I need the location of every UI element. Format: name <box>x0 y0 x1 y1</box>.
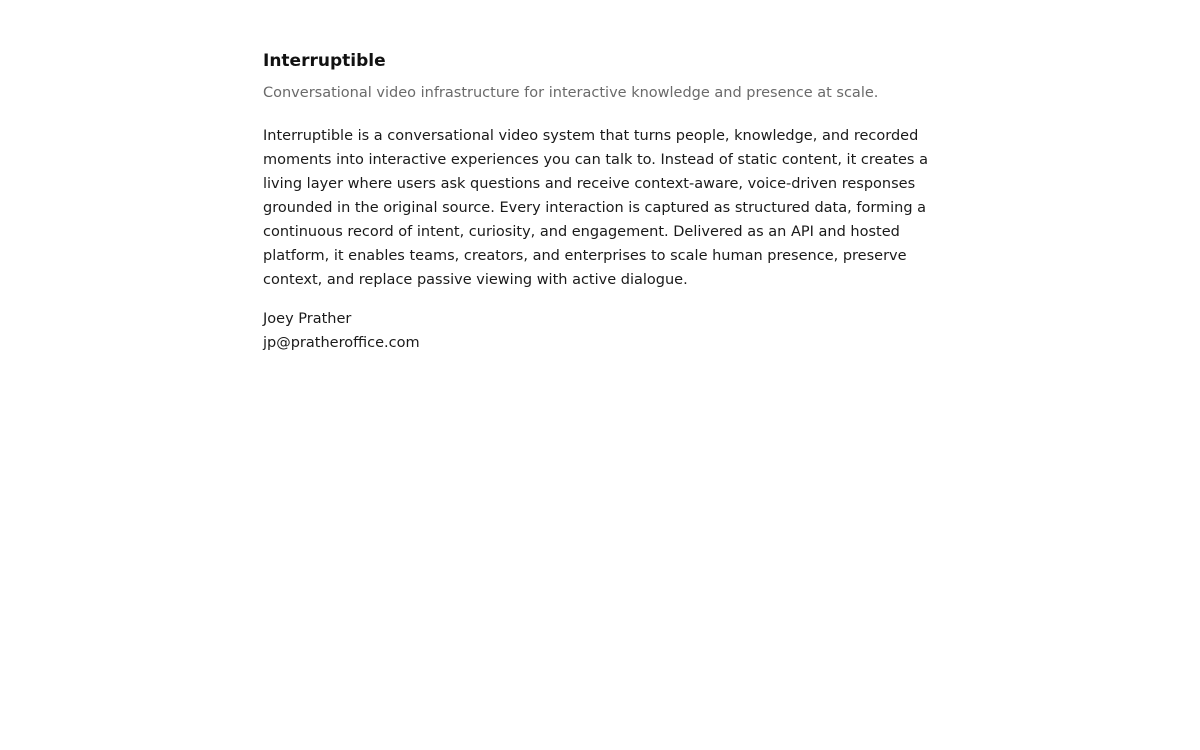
contact-name: Joey Prather <box>263 311 352 327</box>
contact-block <box>263 307 928 355</box>
contact-email: jp@pratheroffice.com <box>263 335 420 351</box>
product-description: Interruptible is a conversational video system that turns people, knowledge, and recorded moments into interactive experiences you can talk to. Instead of static content, it creates a living layer where users ask questions and receive context-aware, voice-driven responses grounded in the original source. Every interaction is captured as structured data, forming a continuous record of intent, curiosity, and engagement. Delivered as an API and hosted platform, it enables teams, creators, and enterprises to scale human presence, preserve context, and replace passive viewing with active dialogue. <box>263 128 928 288</box>
page-title: Interruptible <box>263 51 386 71</box>
page-tagline: Conversational video infrastructure for interactive knowledge and presence at scale. <box>263 85 879 101</box>
main-content <box>263 48 928 355</box>
